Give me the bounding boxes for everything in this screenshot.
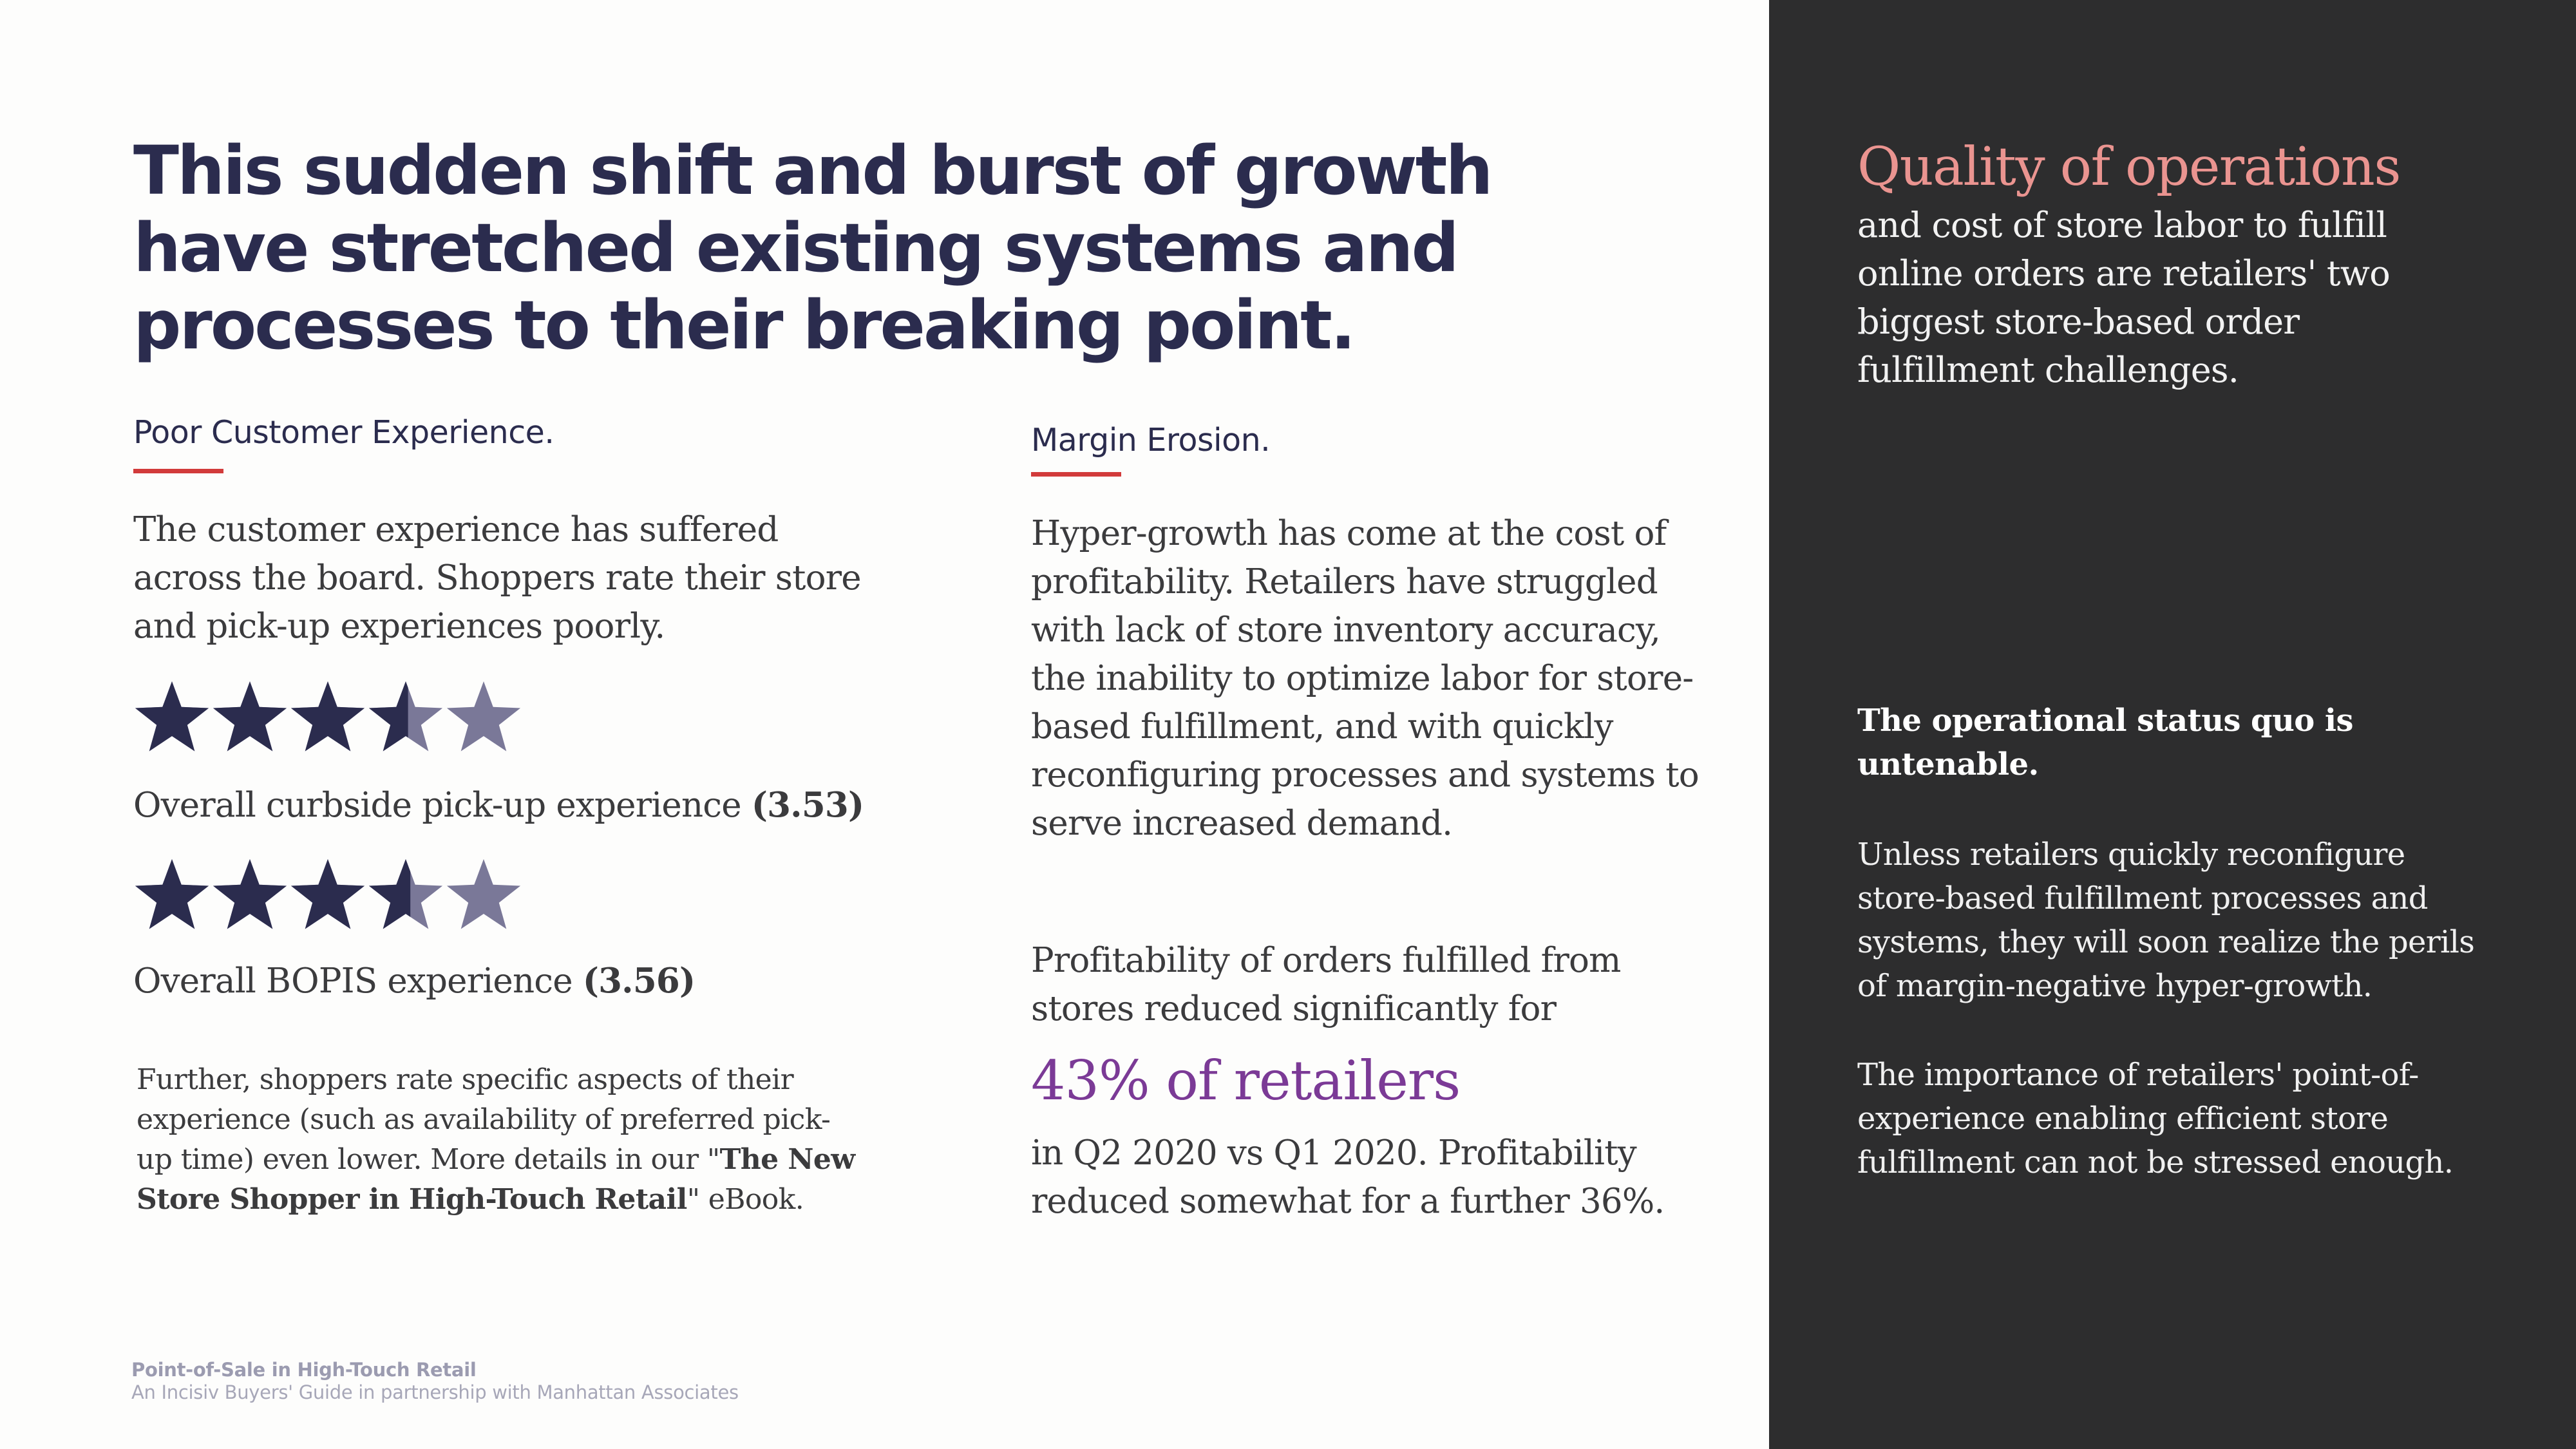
rating-label-bopis: Overall BOPIS experience (3.56) (133, 961, 696, 1001)
customer-body: The customer experience has suffered across the board. Shoppers rate their store and pick-up experiences poorly. (133, 510, 861, 646)
star-icon-filled (135, 859, 209, 929)
star-icon (447, 859, 520, 929)
customer-section-title: Poor Customer Experience. (133, 414, 554, 451)
star-icon-filled (291, 681, 365, 752)
sidebar-status-heading: The operational status quo is untenable. (1857, 703, 2353, 782)
star-icon (447, 681, 520, 752)
footer-subtitle: An Incisiv Buyers' Guide in partnership with Manhattan Associates (131, 1381, 739, 1403)
further-details-text: Further, shoppers rate specific aspects of their experience (such as availability of preferred pick-up time) even lower. More details in our "The New Store Shopper in High-Touch Retail" eBook. (137, 1063, 855, 1216)
margin-title-underline (1031, 472, 1121, 477)
star-icon-filled (135, 681, 209, 752)
star-icon-filled (213, 681, 287, 752)
margin-body: Hyper-growth has come at the cost of profitability. Retailers have struggled with lack of store inventory accuracy, the inability to optimize labor for store-based fulfillment, and with quickly reconfiguring processes and systems to serve increased demand. (1031, 514, 1699, 843)
rating-stars-bopis (133, 857, 523, 934)
page-headline: This sudden shift and burst of growth have stretched existing systems and processes to their breaking point. (133, 131, 1492, 365)
sidebar-quote-heading: Quality of operations (1857, 137, 2400, 198)
customer-title-underline (133, 469, 223, 473)
rating-value-curbside: (3.53) (751, 785, 864, 825)
rating-value-bopis: (3.56) (582, 961, 696, 1001)
sidebar-quote-body: and cost of store labor to fulfill online orders are retailers' two biggest store-based order fulfillment challenges. (1857, 205, 2390, 390)
sidebar-status-paragraph-1: Unless retailers quickly reconfigure store-based fulfillment processes and systems, they will soon realize the perils of margin-negative hyper-growth. (1857, 837, 2475, 1004)
footer-title: Point-of-Sale in High-Touch Retail (131, 1359, 477, 1381)
ebook-title: The New Store Shopper in High-Touch Retail (137, 1143, 855, 1216)
rating-label-curbside: Overall curbside pick-up experience (3.53) (133, 785, 864, 825)
profitability-intro: Profitability of orders fulfilled from stores reduced significantly for (1031, 941, 1621, 1028)
margin-section-title: Margin Erosion. (1031, 422, 1271, 459)
profitability-outro: in Q2 2020 vs Q1 2020. Profitability reduced somewhat for a further 36%. (1031, 1133, 1665, 1221)
rating-stars-curbside (133, 679, 523, 757)
sidebar-status-paragraph-2: The importance of retailers' point-of-experience enabling efficient store fulfillment can not be stressed enough. (1857, 1057, 2454, 1180)
retailers-stat: 43% of retailers (1031, 1049, 1461, 1112)
star-icon-filled (291, 859, 365, 929)
star-icon-filled (213, 859, 287, 929)
